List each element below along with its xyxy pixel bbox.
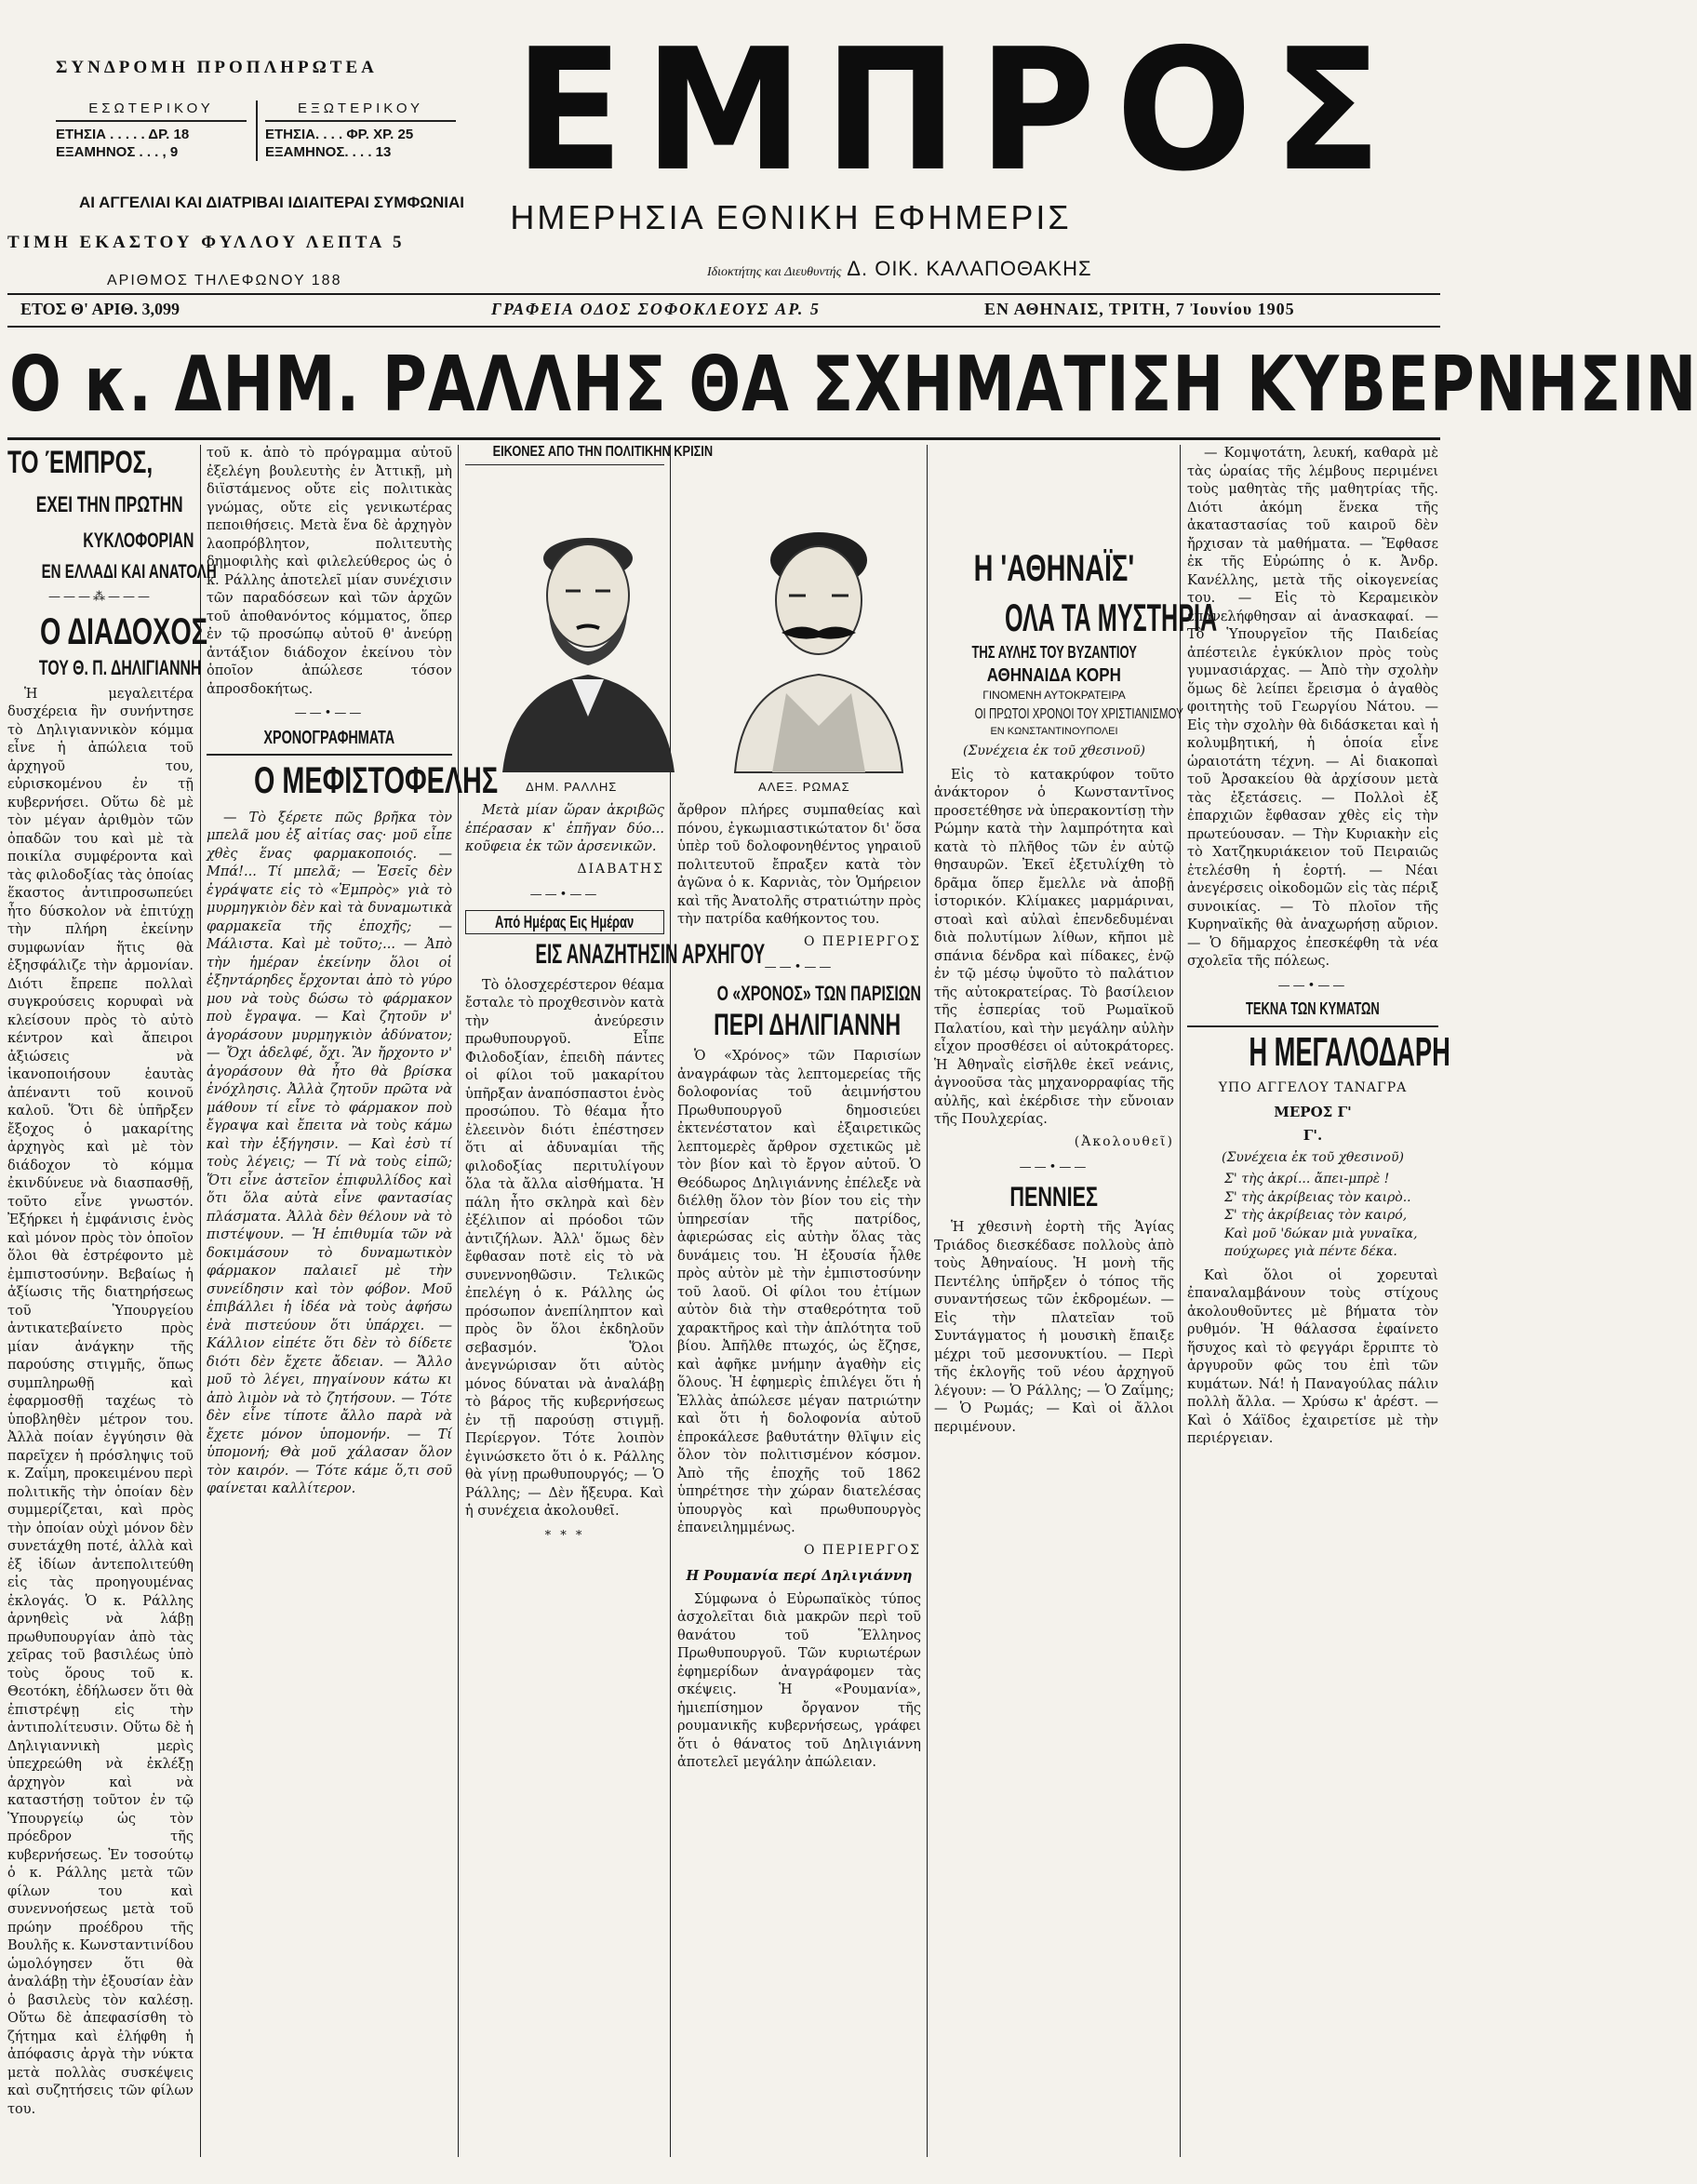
column-4-top [677,445,921,491]
subscription-interior [56,100,247,161]
column-rule [927,445,928,2157]
novel-part: ΜΕΡΟΣ Γ' [1274,1103,1352,1120]
signature: Ο ΠΕΡΙΕΡΓΟΣ [803,1542,921,1558]
issue-number: ΕΤΟΣ Θ' ΑΡΙΘ. 3,099 [20,300,180,318]
article-title: Ο ΔΙΑΔΟΧΟΣ [40,610,208,652]
article-subtitle: ΤΟΥ Θ. Π. ΔΗΛΙΓΙΑΝΝΗ [38,655,202,679]
article-text: τοῦ κ. ἀπὸ τὸ πρόγραμμα αὐτοῦ ἐξελέγη βουλευτὴς ἐν Ἀττικῇ, μὴ διϊστάμενος οὔτε εἰς πολιτικὰς γνώμας, οὔτε εἰς γενικωτέρας πεποιθήσεις. Μετὰ ἕνα δὲ ἀρχηγὸν λαοπρόβλητον, πολιτευτὴς δημοφιλὴς καὶ φιλελεύθερος ὡς ὁ κ. Ράλλης ἀποτελεῖ μίαν συνέχισιν τῶν παραδόσεων καὶ τῶν ἀρχῶν τοῦ ἀποθανόντος κόμματος, ὅπερ ἐν τῷ προσώπῳ αὐτοῦ θ' ἀνεύρῃ ἀντάξιον διάδοχον ἐκείνου τὸν ὁποῖον ἀπώλεσε τόσον ἀπροσδοκήτως. [207,446,452,697]
separator: ——•—— [764,960,835,974]
interior-heading: ΕΣΩΤΕΡΙΚΟΥ [56,100,247,122]
article-text: Ἡ χθεσινὴ ἑορτὴ τῆς Ἁγίας Τριάδος διεσκέδασε πολλοὺς ἀπὸ τοὺς Ἀθηναίους. Ἡ μονὴ τῆς Πεντέλης ὑπῆρξεν ὁ τόπος τῆς συναντήσεως τῶν ἐκδρομέων. — Εἰς τὴν πλατεῖαν τοῦ Συντάγματος ἡ μουσικὴ ἔπαιξε μέχρι τοῦ μεσονυκτίου. — Περὶ τῆς ἐκλογῆς τοῦ νέου ἀρχηγοῦ λέγουν: — Ὁ Ράλλης; — Ὁ Ζαΐμης; — Ὁ Ρωμάς; — Καὶ οἱ ἄλλοι περιμένουν. [934,1220,1174,1435]
article-text: Ἡ μεγαλειτέρα δυσχέρεια ἣν συνήντησε τὸ Δηλιγιαννικὸν κόμμα εἶνε ἡ ἀπώλεια τοῦ ἀρχηγοῦ του, εὐρισκομένου ἐν τῇ κυβερνήσει. Οὕτω δὲ μὲ τὸν μέγαν ἀριθμὸν τῶν ὀπαδῶν του καὶ μὲ τὰ ποικίλα συμφέροντα καὶ τὰς φιλοδοξίας τὰς ὁποίας ἕκαστος ἀντιπροσωπεύει ἦτο δύσκολον νὰ ἐπιτύχῃ τὴν πλήρη ἐκείνην συμφωνίαν ἥτις θὰ ἐξησφάλιζε τὴν ἀρμονίαν. Διότι ἔπρεπε πολλαὶ συγκρούσεις κορυφαὶ νὰ κλείσουν πρὸς τὸ αὐτὸ κέντρον καὶ ἄπειροι ἀξιώσεις νὰ ἱκανοποιήσουν ἑαυτὰς ἀπέναντι τοῦ κοινοῦ καλοῦ. Ὅτι δὲ ὑπῆρξεν ἔξοχος ὁ μακαρίτης ἀρχηγὸς καὶ μὲ τὸν διάδοχον τὸ κόμμα ἐκινδύνευε νὰ διασπασθῇ, τοῦτο εἶνε γνωστόν. Ἐξήρκει ἡ ἐμφάνισις ἑνὸς καὶ μόνον πρὸς τὸν ὁποῖον ὅλοι θὰ ἐστρέφοντο μὲ ἐμπιστοσύνην. Βεβαίως ἡ ἀξίωσις τῆς διατηρήσεως τοῦ Ὑπουργείου ἀντικατεβαίνετο πρὸς μίαν ἀνάγκην τῆς παρούσης στιγμῆς, ὅπως συμπληρωθῇ καὶ ἐφαρμοσθῇ ταχέως τὸ ὑποβληθὲν μέτρον του. Ἀλλὰ ποίαν ἐγγύησιν θὰ παρεῖχεν ἡ πρόσληψις τοῦ κ. Ζαΐμη, προκειμένου περὶ πολιτικῆς τὴν ὁποίαν δὲν συμμερίζεται, καὶ πρὸς τὴν ὁποίαν οὐχὶ μόνον δὲν συνετάχθη ποτέ, ἀλλὰ καὶ ἐξ ἰδίων ἀντεπολιτεύθη εἰς τὰς προηγουμένας ἐκλογάς. Ὁ κ. Ράλλης ἀρνηθεὶς νὰ λάβῃ πρωθυπουργίαν ἀπὸ τὰς χεῖρας τοῦ βασιλέως ὑπὸ τοὺς ὅρους τοῦ κ. Θεοτόκη, ἐδήλωσεν ὅτι θὰ ἐπιστρέψῃ εἰς τὴν ἀντιπολίτευσιν. Οὕτω δὲ ἡ Δηλιγιαννικὴ μερὶς ὑπεχρεώθη νὰ ἐκλέξῃ ἀρχηγὸν καὶ νὰ καταστήσῃ τοῦτον ἐν τῷ Ὑπουργείῳ ὡς τὸν πρόεδρον τῆς κυβερνήσεως. Ἐν τοσούτῳ ὁ κ. Ράλλης μετὰ τῶν φίλων του καὶ συνεννοήσεως μετὰ τοῦ πρώην προέδρου τῆς Βουλῆς κ. Κωνσταντινίδου ὡμολόγησεν ὅτι θὰ ἀναλάβῃ τὴν ἐξουσίαν ἐὰν ὁ βασιλεὺς τὸν καλέσῃ. Οὕτω δὲ ἀπεφασίσθη τὸ ζήτημα καὶ ἐλήφθη ἡ ἀπόφασις ἀργὰ τὴν νύκτα μετὰ πολλὰς συσκέψεις καὶ συζητήσεις τῶν φίλων του. [7,686,194,2117]
poem-line: Σ' τὴς ἀκρίβειας τὸν καιρό, [1224,1208,1408,1224]
novel-chapter: Γ'. [1303,1127,1323,1145]
subscription-title: ΣΥΝΔΡΟΜΗ ΠΡΟΠΛΗΡΩΤΕΑ [56,58,378,77]
serial-sub: ΓΙΝΟΜΕΝΗ ΑΥΤΟΚΡΑΤΕΙΡΑ [982,689,1126,703]
exterior-heading: ΕΞΩΤΕΡΙΚΟΥ [265,100,456,122]
column-2 [207,445,499,2157]
newspaper-logo: ΕΜΠΡΟΣ [514,11,1403,208]
serial-sub: ΤΗΣ ΑΥΛΗΣ ΤΟΥ ΒΥΖΑΝΤΙΟΥ [971,642,1137,662]
main-headline: Ο κ. ΔΗΜ. ΡΑΛΛΗΣ ΘΑ ΣΧΗΜΑΤΙΣΗ ΚΥΒΕΡΝΗΣΙΝ [9,341,1697,429]
owner-line [707,257,1092,281]
divider [7,293,1440,295]
serial-sub: ΑΘΗΝΑΙΔΑ ΚΟΡΗ [986,665,1122,687]
serial-sub: ΟΙ ΠΡΩΤΟΙ ΧΡΟΝΟΙ ΤΟΥ ΧΡΙΣΤΙΑΝΙΣΜΟΥ [974,706,1183,723]
signature: ΔΙΑΒΑΤΗΣ [577,861,664,877]
ad-line: ΚΥΚΛΟΦΟΡΙΑΝ [82,528,194,552]
feuilleton-title: Ο ΜΕΦΙΣΤΟΦΕΛΗΣ [207,754,452,800]
section-heading: ΧΡΟΝΟΓΡΑΦΗΜΑΤΑ [263,727,395,748]
continued-marker: (Ἀκολουθεῖ) [1074,1133,1174,1149]
serial-title-top: Η 'ΑΘΗΝΑΪΣ' [973,547,1135,589]
poem-line: Σ' τὴς ἀκρί... ἄπει-μπρὲ ! [1224,1172,1390,1187]
section-heading: ΕΙΚΟΝΕΣ ΑΠΟ ΤΗΝ ΠΟΛΙΤΙΚΗΝ ΚΡΙΣΙΝ [465,445,664,465]
article-text: Τὸ ὁλοσχερέστερον θέαμα ἔσταλε τὸ προχθεσινὸν κατὰ τὴν ἀνεύρεσιν πρωθυπουργοῦ. Εἶπε Φιλοδοξίαν, ἐπειδὴ πάντες οἱ φίλοι τοῦ μακαρίτου ὑπῆρξαν ἀναπόσπαστοι ἑνὸς προσώπου. Τὸ θέαμα ἦτο ἐλεεινὸν διότι ἐπέστησεν ὅτι αἱ ἀδυναμίαι τῆς φιλοδοξίας περιτυλίγουν ὅλα τὰ ἄλλα αἰσθήματα. Ἡ πάλη ἦτο σκληρὰ καὶ δὲν ἐξέλιπον αἱ πρόοδοι τῶν ἀντιζήλων. Ἀλλ' ὅμως δὲν ἔφθασαν ποτὲ εἰς τὸ νὰ συνεννοηθῶσιν. Τελικῶς ἐπελέγη ὁ κ. Ράλλης ὡς πρόσωπον ἀνεπίληπτον καὶ πρὸς ὃν ὅλοι ἐκδηλοῦν σεβασμόν. Ὅλοι ἀνεγνώρισαν ὅτι αὐτὸς μόνος δύναται νὰ ἀναλάβῃ τὸ βάρος τῆς κυβερνήσεως ἐν τῇ παρούσῃ στιγμῇ. Περίεργον. Τότε λοιπὸν ἐγινώσκετο ὅτι ὁ κ. Ράλλης θὰ γίνῃ πρωθυπουργός; — Ὁ Ράλλης; — Δὲν ἤξευρα. Καὶ ἡ συνέχεια ἀκολουθεῖ. [465,977,664,1520]
article-text: Ὁ «Χρόνος» τῶν Παρισίων ἀναγράφων τὰς λεπτομερείας τῆς δολοφονίας τοῦ ἀειμνήστου Πρωθυπουργοῦ δημοσιεύει ἐκτενέστατον καὶ ἐξαιρετικῶς λεπτομερὲς ἄρθρον σχετικῶς μὲ τὸν βίον καὶ τὸ ἔργον αὐτοῦ. Ὁ Θεόδωρος Δηλιγιάννης ἐπέλεξε νὰ διέλθῃ ὅλον τὸν βίον του εἰς τὴν ὑπηρεσίαν τῆς πατρίδος, ἀφιερώσας εἰς αὐτὴν ὅλας τὰς δυνάμεις του. Ἡ ἐξουσία ἦλθε πρὸς αὐτὸν μὲ τὴν ἐμπιστοσύνην τοῦ λαοῦ. Οἱ φίλοι του ἐτίμων αὐτὸν διὰ τὴν σταθερότητα τοῦ χαρακτῆρος καὶ τὴν ἁπλότητα τοῦ βίου. Ἀπῆλθε πτωχός, ὡς ἔζησε, καὶ ἀφῆκε μνήμην ἀγαθὴν εἰς ὅλους. Ἡ ἐφημερὶς ἐπιλέγει ὅτι ἡ Ἑλλὰς ἀπώλεσε μέγαν πατριώτην καὶ ὅτι ἡ δολοφονία αὐτοῦ ἐπροκάλεσε βαθυτάτην θλῖψιν εἰς ὅλον τὸν πολιτισμένον κόσμον. Ἀπὸ τῆς ἐποχῆς τοῦ 1862 ὑπηρέτησε τὴν χώραν διατελέσας ὑπουργὸς καὶ πρωθυπουργὸς ἐπανειλημμένως. [677,1049,921,1536]
novel-title: Η ΜΕΓΑΛΟΔΑΡΗ [1187,1025,1438,1074]
poem [1187,1171,1438,1262]
owner-label: Ιδιοκτήτης και Διευθυντής [707,265,842,279]
serial-sub: ΕΝ ΚΩΝΣΤΑΝΤΙΝΟΥΠΟΛΕΙ [990,725,1118,737]
portrait-rallis [484,493,693,772]
signature: Ο ΠΕΡΙΕΡΓΟΣ [803,933,921,949]
portrait-romas [716,493,921,772]
poem-line: Σ' τὴς ἀκρίβειας τὸν καιρὸ.. [1224,1189,1411,1205]
article-text: — Κομψοτάτη, λευκή, καθαρὰ μὲ τὰς ὡραίας τῆς λέμβους περιμένει τοὺς μαθητὰς τῆς μαθητρίας τῆς. Διότι ἀκόμη ἕνεκα τῆς ἀκαταστασίας τοῦ καιροῦ δὲν ἤρχισαν τὰ μαθήματα. — Ἔφθασε ἐκ τῆς Εὐρώπης ὁ κ. Ἀνδρ. Κανέλλης, μετὰ τῆς οἰκογενείας του. — Εἰς τὸ Κεραμεικὸν ἐπανελήφθησαν αἱ ἀνασκαφαί. — Τὸ Ὑπουργεῖον τῆς Παιδείας ἀπέστειλε ἐγκύκλιον πρὸς τοὺς γυμνασιάρχας. — Ἀπὸ τὴν σχολὴν ὅμως δὲ λείπει ἔρεισμα ὁ ἀγαθὸς φοιτητὴς τοῦ Γεωργίου Νάτου. — Εἰς τὴν σχολὴν θὰ διδάσκεται καὶ ἡ κολυμβητική, ἡ ὁποία εἶνε ὡραιοτάτη τέχνη. — Αἱ διακοπαὶ τοῦ Ἀρσακείου θὰ ἀρχίσουν μετὰ τὰς ἐξετάσεις. — Πολλοὶ ἐξ ἐπαρχιῶν ἔφθασαν χθὲς εἰς τὴν πρωτεύουσαν. — Τὴν Κυριακὴν εἰς τὸ Χατζηκυριάκειον τοῦ Πειραιῶς ἐτελέσθη ἡ ἐορτή. — Νέαι ἀνεγέρσεις οἰκοδομῶν εἰς τὰς πέριξ συνοικίας. — Τὸ πλοῖον τῆς Κυρηναϊκῆς θὰ ἀναχωρήσῃ αὔριον. — Ὁ δῆμαρχος ἐπεσκέφθη τὰ νέα σχολεῖα τῆς πόλεως. [1187,446,1438,969]
subscription-exterior [256,100,456,161]
separator: ——•—— [529,888,600,902]
exterior-row: ΕΞΑΜΗΝΟΣ. . . . 13 [265,144,392,160]
caption-rallis: ΔΗΜ. ΡΑΛΛΗΣ [526,780,618,794]
ads-note: ΑΙ ΑΓΓΕΛΙΑΙ ΚΑΙ ΔΙΑΤΡΙΒΑΙ ΙΔΙΑΙΤΕΡΑΙ ΣΥΜΦΩΝΙΑΙ [79,194,465,211]
phone-line: ΑΡΙΘΜΟΣ ΤΗΛΕΦΩΝΟΥ 188 [107,273,342,288]
caption-romas: ΑΛΕΞ. ΡΩΜΑΣ [758,780,850,794]
column-3-lower [465,802,766,2157]
issue-line [7,300,1440,322]
ad-title: ΤΟ ΈΜΠΡΟΣ, [7,445,154,480]
ad-line: ΕΝ ΕΛΛΑΔΙ ΚΑΙ ΑΝΑΤΟΛΗ [41,560,217,583]
article-title-small: Ο «ΧΡΟΝΟΣ» ΤΩΝ ΠΑΡΙΣΙΩΝ [716,981,921,1005]
separator: ———⁂——— [48,590,153,605]
interior-row: ΕΤΗΣΙΑ . . . . . ΔΡ. 18 [56,127,190,142]
serial-text: Εἰς τὸ κατακρύφον τοῦτο ἀνάκτορον ὁ Κωνσταντῖνος προσετέθησε νὰ ὑπερακοντίσῃ τὴν Ρώμην κατὰ τὴν λαμπρότητα καὶ κατὰ τὸ πλῆθος τῶν ἐν αὐτῷ θησαυρῶν. Ἐκεῖ ἐξετυλίχθη τὸ δρᾶμα ὅπερ ἔμελλε νὰ ἀποβῇ ἱστορικόν. Κλίμακες μαρμάριναι, στοαὶ καὶ αὐλαὶ ἐπενδεδυμέναι διὰ πολυτίμων λίθων, κῆποι μὲ σπάνια δένδρα καὶ πίδακες, ἐνῷ ἐν τῷ μέσῳ ὑψοῦτο τὸ παλάτιον τῆς αὐτοκρατείρας. Τὸ βασίλειον τῆς ἑσπερίας τοῦ Ρωμαϊκοῦ Παλατίου, καὶ τὴν μεγάλην αὐλὴν εἶχον προσθέσει οἱ αὐτοκράτορες. Ἡ Ἀθηναῒς εἰσῆλθε ἐκεῖ νεάνις, ἀγνοοῦσα τὰς μηχανορραφίας τῆς αὐλῆς, καὶ ἐκέρδισε τὴν εὔνοιαν τῆς Πουλχερίας. [934,767,1174,1128]
serial-title: ΟΛΑ ΤΑ ΜΥΣΤΗΡΙΑ [1005,595,1218,639]
column-4 [677,802,921,2157]
asterisks: * * * [544,1528,585,1543]
article-text: ἄρθρον πλήρες συμπαθείας καὶ πόνου, ἐγκωμιαστικώτατον δι' ὅσα ὑπὲρ τοῦ δολοφονηθέντος γηραιοῦ πολιτευτοῦ ἔπραξεν κατὰ τὸν ἀγῶνα ὁ κ. Καρνιὰς, τὸν Ὁμήρειον καὶ τῆς Ἀνατολῆς στρατιώτην πρὸς τὴν πατρίδα καθήκοντος του. [677,803,921,927]
column-rule [1180,445,1181,2157]
separator: ——•—— [294,706,365,720]
ad-line: ΕΧΕΙ ΤΗΝ ΠΡΩΤΗΝ [35,491,183,517]
issue-date: ΕΝ ΑΘΗΝΑΙΣ, ΤΡΙΤΗ, 7 Ἰουνίου 1905 [984,300,1295,318]
section-heading: ΤΕΚΝΑ ΤΩΝ ΚΥΜΑΤΩΝ [1246,999,1380,1018]
column-rule [458,445,459,2157]
continuation-note: (Συνέχεια ἐκ τοῦ χθεσινοῦ) [1222,1149,1404,1165]
novel-text: Καὶ ὅλοι οἱ χορευταὶ ἐπαναλαμβάνουν τοὺς στίχους ἀκολουθοῦντες μὲ βήματα τὸν ρυθμόν. Ἡ θάλασσα ἐφαίνετο ἥσυχος καὶ τὸ φεγγάρι ἔρριπτε τὸ ἀργυροῦν φῶς του ἐπὶ τῶν κυμάτων. Νά! ἡ Παναγούλας πάλιν πολλὴ ἄλλα. — Χρύσω κ' ἀρέστ. — Καὶ ὁ Χάϊδος ἐχαιρετίσε μὲ τὴν περιέργειαν. [1187,1267,1438,1447]
divider [7,326,1440,328]
column-6 [1187,445,1450,2157]
owner-name: Δ. ΟΙΚ. ΚΑΛΑΠΟΘΑΚΗΣ [847,257,1092,280]
article-text: Σύμφωνα ὁ Εὐρωπαϊκὸς τύπος ἀσχολεῖται διὰ μακρῶν περὶ τοῦ θανάτου τοῦ Ἕλληνος Πρωθυπουργοῦ. Τῶν κυριωτέρων ἐφημερίδων ἀναγράφομεν τὰς σκέψεις. Ἡ «Ρουμανία», ἡμιεπίσημον ὄργανον τῆς ρουμανικῆς κυβερνήσεως, γράφει ὅτι ὁ θάνατος τοῦ Δηλιγιάννη ἀποτελεῖ μεγάλην ἀπώλειαν. [677,1591,921,1771]
small-heading: Από Ημέρας Εις Ημέραν [465,910,664,935]
separator: ——•—— [1277,978,1348,993]
poem-line: πούχωρες γιὰ πέντε δέκα. [1224,1244,1397,1260]
column-rule [200,445,201,2157]
office-address: ΓΡΑΦΕΙΑ ΟΔΟΣ ΣΟΦΟΚΛΕΟΥΣ ΑΡ. 5 [491,300,821,318]
column-1 [7,445,217,2157]
divider [7,437,1440,440]
article-text: Μετὰ μίαν ὥραν ἀκριβῶς ἐπέρασαν κ' ἐπῆγαν δύο... κοῦφεια ἐκ τῶν ἀρσενικῶν. [465,803,664,854]
article-text [934,445,1174,463]
section-heading: ΠΕΝΝΙΕΣ [1009,1181,1099,1213]
separator: ——•—— [1019,1160,1089,1175]
article-title: ΠΕΡΙ ΔΗΛΙΓΙΑΝΝΗ [714,1007,902,1041]
price-line: ΤΙΜΗ ΕΚΑΣΤΟΥ ΦΥΛΛΟΥ ΛΕΠΤΑ 5 [7,233,406,252]
novel-author: ΥΠΟ ΑΓΓΕΛΟΥ ΤΑΝΑΓΡΑ [1218,1080,1408,1096]
column-5 [934,445,1218,2157]
continuation-note: (Συνέχεια ἐκ τοῦ χθεσινοῦ) [963,744,1145,759]
interior-row: ΕΞΑΜΗΝΟΣ . . . , 9 [56,144,179,160]
small-heading: Η Ρουμανία περί Δηλιγιάννη [686,1568,913,1585]
article-title: ΕΙΣ ΑΝΑΖΗΤΗΣΙΝ ΑΡΧΗΓΟΥ [535,939,766,971]
exterior-row: ΕΤΗΣΙΑ. . . . ΦΡ. ΧΡ. 25 [265,127,414,142]
newspaper-subtitle: ΗΜΕΡΗΣΙΑ ΕΘΝΙΚΗ ΕΦΗΜΕΡΙΣ [510,198,1072,236]
feuilleton-text: — Τὸ ξέρετε πῶς βρῆκα τὸν μπελᾶ μου ἐξ αἰτίας σας· μοῦ εἶπε χθὲς ἕνας φαρμακοποιός. — Μπά!... Τί μπελᾶ; — Ἐσεῖς δὲν ἐγράψατε εἰς τὸ «Ἐμπρὸς» γιὰ τὸ μυρμηγκιὸν δὲν καὶ τὰ δυναμωτικὰ φαρμακεῖα τῆς ἐποχῆς; — Μάλιστα. Καὶ μὲ τοῦτο;... — Ἀπὸ τὴν ἡμέραν ἐκείνην ὅλοι οἱ ἐξηντάρηδες ἔρχονται ἀπὸ τὸ γύρο μου νὰ τοὺς δώσω τὸ φάρμακον ποὺ ἔγραψα. — Καὶ ζητοῦν ν' ἀγοράσουν μυρμηγκιὸν ἀδύνατον; — Ὄχι ἀδελφέ, ὄχι. Ἂν ἤρχοντο ν' ἀγοράσουν θὰ ἦτο θὰ βρίσκα ἐνόχλησις. Ἀλλὰ ζητοῦν πρῶτα νὰ μάθουν τί εἶνε τὸ φάρμακον ποὺ ἔγραψα καὶ ἔπειτα νὰ τοὺς κάμω καὶ τὴν ἐξήγησιν. — Καὶ ἐσὺ τί τοὺς λέγεις; — Τί νὰ τοὺς εἰπῶ; Ὅτι εἶνε ἀστεῖον ἐπιφυλλίδος καὶ ὅτι ὅλα αὐτὰ εἶνε φαντασίας πλάσματα. Ἀλλὰ δὲν θέλουν νὰ τὸ πιστέψουν. — Ἡ ἐπιθυμία τῶν νὰ δοκιμάσουν τὸ δυναμωτικὸν φάρμακον παλαιεῖ μὲ τὴν συνείδησιν καὶ τὸν φόβον. Μοῦ ἐπιβάλλει ἡ ἰδέα νὰ τοὺς ἀφήσω ἐνὰ πιστεύουν ὅτι ὑπάρχει. — Κάλλιον εἰπέτε ὅτι δὲν τὸ δίδετε διότι δὲν ἔχετε ἄδειαν. — Ἄλλο μοῦ τὸ λέγει, πηγαίνουν κάτω κι ἀπὸ λιμὸν νὰ τὸ ζητήσουν. — Τότε δὲν εἶνε τίποτε ἄλλο παρὰ νὰ ἔχετε μόνον ὑπομονήν. — Τί ὑπομονή; Θὰ μοῦ χάλασαν ὅλον τὸν καιρόν. — Τότε κάμε ὅ,τι σοῦ φαίνεται καλλίτερον. [207,810,452,1496]
poem-line: Καὶ μοῦ 'δώκαν μιὰ γυναῖκα, [1224,1226,1418,1241]
